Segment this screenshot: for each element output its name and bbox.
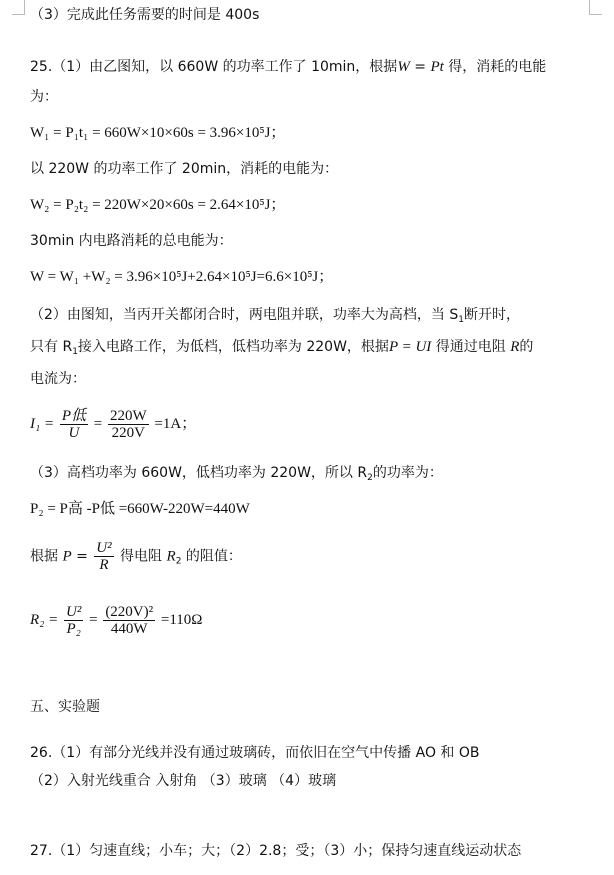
q25-total-energy-text: 30min 内电路消耗的总电能为：	[30, 233, 233, 249]
page-corner-mark-left	[12, 0, 25, 15]
fraction-u2-over-r: $\frac{\text{U²}}{R}$	[96, 540, 112, 573]
formula-r2: R₂ = $\frac{\text{U²}}{\text{P₂}}$ = $\frac{\text{(220V)²}}{440W}$ =110Ω	[30, 604, 203, 637]
page-corner-mark-right	[589, 0, 602, 15]
q25-part2-text-cont: 只有 $R_1$接入电路工作，为低档，低档功率为 220W，根据P = UI 得通过电阻 R的	[30, 339, 534, 357]
q25-part2-text: （2）由图知，当丙开关都闭合时，两电阻并联，功率大为高档，当 $S_1$断开时，	[30, 307, 520, 325]
q27-answer: 27.（1）匀速直线；小车；大；（2）2.8；受；（3）小；保持匀速直线运动状态	[30, 843, 522, 859]
q25-part3-text: （3）高档功率为 660W，低档功率为 220W，所以 $R_2$的功率为：	[30, 465, 443, 483]
q26-answer-part2: （2）入射光线重合 入射角 （3）玻璃 （4）玻璃	[30, 773, 337, 789]
fraction-u2-over-p2: $\frac{\text{U²}}{\text{P₂}}$	[66, 604, 82, 637]
formula-w1: W₁ = P₁t₁ = 660W×10×60s = 3.96×10⁵J；	[30, 125, 286, 141]
fraction-p-over-u: $\frac{\text{P低}}{U}$	[61, 408, 87, 441]
formula-i1: I₁ = $\frac{\text{P低}}{U}$ = $\frac{220W}{220V}$ =1A；	[30, 408, 197, 441]
formula-w2: W₂ = P₂t₂ = 220W×20×60s = 2.64×10⁵J；	[30, 197, 286, 213]
formula-w-total: W = W₁ +W₂ = 3.96×10⁵J+2.64×10⁵J=6.6×10⁵J；	[30, 269, 334, 285]
q25-low-power-text: 以 220W 的功率工作了 20min，消耗的电能为：	[30, 161, 339, 177]
formula-p-u2-over-r: 根据 P = $\frac{\text{U²}}{R}$ 得电阻 $R_2$ 的阻值：	[30, 540, 242, 573]
formula-p2: P₂ = P高 -P低 =660W-220W=440W	[30, 501, 250, 517]
section-heading-experiments: 五、实验题	[30, 699, 100, 715]
q25-part2-text-end: 电流为：	[30, 371, 86, 387]
q25-intro: 25.（1）由乙图知，以 660W 的功率工作了 10min，根据W = Pt 得，消耗的电能	[30, 59, 547, 75]
fraction-220w-over-220v: $\frac{220W}{220V}$	[109, 408, 147, 441]
q26-answer-part1: 26.（1）有部分光线并没有通过玻璃砖，而依旧在空气中传播 AO 和 OB	[30, 745, 480, 761]
q24-answer-time: （3）完成此任务需要的时间是 400s	[30, 7, 260, 23]
fraction-220v2-over-440w: $\frac{\text{(220V)²}}{440W}$	[105, 604, 154, 637]
q25-intro-cont: 为：	[30, 89, 58, 105]
